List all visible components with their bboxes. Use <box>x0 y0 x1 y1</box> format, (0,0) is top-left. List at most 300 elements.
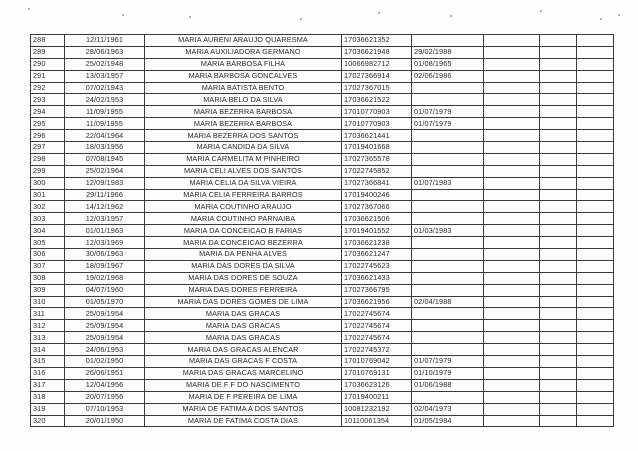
birth-date: 11/09/1955 <box>65 106 145 118</box>
row-number: 292 <box>31 82 65 94</box>
table-row <box>31 130 614 142</box>
row-number: 301 <box>31 189 65 201</box>
records-table <box>30 34 614 427</box>
row-number: 315 <box>31 356 65 368</box>
scan-speck <box>300 18 302 20</box>
empty-cell <box>540 415 577 427</box>
birth-date: 25/09/1954 <box>65 320 145 332</box>
person-name: MARIA DAS DORES DE SOUZA <box>145 272 342 284</box>
birth-date: 12/11/1961 <box>65 35 145 47</box>
empty-cell <box>540 46 577 58</box>
empty-cell <box>577 308 614 320</box>
table-row <box>31 272 614 284</box>
birth-date: 22/04/1964 <box>65 130 145 142</box>
empty-cell <box>577 320 614 332</box>
empty-cell <box>577 249 614 261</box>
birth-date: 14/12/1962 <box>65 201 145 213</box>
birth-date: 12/09/1983 <box>65 177 145 189</box>
registration-code: 17022745674 <box>342 308 412 320</box>
admission-date <box>412 308 484 320</box>
registration-code: 17036621352 <box>342 35 412 47</box>
empty-cell <box>540 35 577 47</box>
birth-date: 24/02/1953 <box>65 94 145 106</box>
table-row <box>31 296 614 308</box>
registration-code: 17036621238 <box>342 237 412 249</box>
table-row <box>31 320 614 332</box>
registration-code: 17027366914 <box>342 70 412 82</box>
row-number: 299 <box>31 165 65 177</box>
scan-speck <box>189 16 191 18</box>
admission-date: 02/04/1973 <box>412 403 484 415</box>
birth-date: 01/02/1950 <box>65 356 145 368</box>
registration-code: 17036621433 <box>342 272 412 284</box>
table-row <box>31 237 614 249</box>
table-row <box>31 165 614 177</box>
admission-date <box>412 213 484 225</box>
admission-date: 01/07/1983 <box>412 177 484 189</box>
row-number: 310 <box>31 296 65 308</box>
empty-cell <box>484 391 540 403</box>
empty-cell <box>540 201 577 213</box>
person-name: MARIA CARMELITA M PINHEIRO <box>145 153 342 165</box>
person-name: MARIA AURENI ARAUJO QUARESMA <box>145 35 342 47</box>
empty-cell <box>484 308 540 320</box>
admission-date: 01/06/1988 <box>412 379 484 391</box>
empty-cell <box>484 284 540 296</box>
empty-cell <box>484 35 540 47</box>
admission-date <box>412 344 484 356</box>
admission-date <box>412 189 484 201</box>
row-number: 291 <box>31 70 65 82</box>
admission-date <box>412 35 484 47</box>
table-row <box>31 142 614 154</box>
empty-cell <box>540 225 577 237</box>
registration-code: 17027366795 <box>342 284 412 296</box>
registration-code: 17036621506 <box>342 213 412 225</box>
table-row <box>31 106 614 118</box>
birth-date: 25/09/1954 <box>65 308 145 320</box>
admission-date <box>412 391 484 403</box>
birth-date: 19/02/1968 <box>65 272 145 284</box>
admission-date <box>412 237 484 249</box>
row-number: 311 <box>31 308 65 320</box>
registration-code: 17036621948 <box>342 46 412 58</box>
admission-date: 01/10/1979 <box>412 367 484 379</box>
table-row <box>31 403 614 415</box>
empty-cell <box>577 260 614 272</box>
empty-cell <box>540 153 577 165</box>
birth-date: 20/07/1956 <box>65 391 145 403</box>
empty-cell <box>577 213 614 225</box>
birth-date: 25/02/1964 <box>65 165 145 177</box>
empty-cell <box>540 379 577 391</box>
birth-date: 07/02/1943 <box>65 82 145 94</box>
table-row <box>31 332 614 344</box>
empty-cell <box>484 189 540 201</box>
empty-cell <box>540 94 577 106</box>
table-row <box>31 153 614 165</box>
row-number: 293 <box>31 94 65 106</box>
registration-code: 17036621441 <box>342 130 412 142</box>
scan-speck <box>122 14 124 16</box>
registration-code: 17019400211 <box>342 391 412 403</box>
empty-cell <box>577 165 614 177</box>
empty-cell <box>540 249 577 261</box>
empty-cell <box>484 106 540 118</box>
person-name: MARIA DAS GRACAS F COSTA <box>145 356 342 368</box>
empty-cell <box>577 46 614 58</box>
empty-cell <box>484 94 540 106</box>
registration-code: 17022745674 <box>342 332 412 344</box>
admission-date <box>412 142 484 154</box>
empty-cell <box>540 118 577 130</box>
empty-cell <box>577 58 614 70</box>
birth-date: 20/01/1950 <box>65 415 145 427</box>
row-number: 302 <box>31 201 65 213</box>
empty-cell <box>577 35 614 47</box>
table-row <box>31 415 614 427</box>
registration-code: 17027366841 <box>342 177 412 189</box>
empty-cell <box>577 344 614 356</box>
person-name: MARIA DAS GRACAS <box>145 308 342 320</box>
empty-cell <box>484 130 540 142</box>
empty-cell <box>540 106 577 118</box>
empty-cell <box>577 415 614 427</box>
empty-cell <box>484 272 540 284</box>
table-row <box>31 284 614 296</box>
person-name: MARIA DE FATIMA COSTA DIAS <box>145 415 342 427</box>
row-number: 314 <box>31 344 65 356</box>
row-number: 289 <box>31 46 65 58</box>
person-name: MARIA BEZERRA DOS SANTOS <box>145 130 342 142</box>
person-name: MARIA DE FATIMA A DOS SANTOS <box>145 403 342 415</box>
row-number: 312 <box>31 320 65 332</box>
table-row <box>31 225 614 237</box>
scan-speck <box>450 15 452 17</box>
person-name: MARIA BELO DA SILVA <box>145 94 342 106</box>
table-row <box>31 356 614 368</box>
table-row <box>31 249 614 261</box>
empty-cell <box>484 70 540 82</box>
row-number: 320 <box>31 415 65 427</box>
registration-code: 17022745674 <box>342 320 412 332</box>
admission-date: 01/08/1965 <box>412 58 484 70</box>
empty-cell <box>577 379 614 391</box>
admission-date <box>412 153 484 165</box>
row-number: 294 <box>31 106 65 118</box>
empty-cell <box>484 118 540 130</box>
admission-date: 02/06/1986 <box>412 70 484 82</box>
table-row <box>31 46 614 58</box>
admission-date: 01/07/1979 <box>412 356 484 368</box>
empty-cell <box>484 46 540 58</box>
empty-cell <box>540 237 577 249</box>
scan-speck <box>600 18 602 20</box>
birth-date: 25/02/1948 <box>65 58 145 70</box>
admission-date: 29/02/1988 <box>412 46 484 58</box>
birth-date: 01/01/1963 <box>65 225 145 237</box>
birth-date: 04/07/1960 <box>65 284 145 296</box>
empty-cell <box>577 356 614 368</box>
person-name: MARIA BEZERRA BARBOSA <box>145 106 342 118</box>
registration-code: 17010769131 <box>342 367 412 379</box>
empty-cell <box>577 237 614 249</box>
empty-cell <box>540 82 577 94</box>
table-row <box>31 344 614 356</box>
person-name: MARIA COUTINHO PARNAIBA <box>145 213 342 225</box>
empty-cell <box>540 284 577 296</box>
empty-cell <box>540 213 577 225</box>
empty-cell <box>484 415 540 427</box>
person-name: MARIA BEZERRA BARBOSA <box>145 118 342 130</box>
row-number: 317 <box>31 379 65 391</box>
empty-cell <box>540 296 577 308</box>
registration-code: 17022745623 <box>342 260 412 272</box>
registration-code: 17019401552 <box>342 225 412 237</box>
row-number: 319 <box>31 403 65 415</box>
row-number: 297 <box>31 142 65 154</box>
empty-cell <box>484 142 540 154</box>
empty-cell <box>577 177 614 189</box>
person-name: MARIA DE F F DO NASCIMENTO <box>145 379 342 391</box>
registration-code: 17036621956 <box>342 296 412 308</box>
row-number: 288 <box>31 35 65 47</box>
row-number: 309 <box>31 284 65 296</box>
person-name: MARIA DAS GRACAS MARCELINO <box>145 367 342 379</box>
person-name: MARIA DAS GRACAS <box>145 320 342 332</box>
scan-speck <box>618 14 620 16</box>
empty-cell <box>577 106 614 118</box>
person-name: MARIA DAS GRACAS <box>145 332 342 344</box>
table-row <box>31 177 614 189</box>
birth-date: 18/03/1956 <box>65 142 145 154</box>
empty-cell <box>577 391 614 403</box>
admission-date <box>412 165 484 177</box>
table-row <box>31 201 614 213</box>
admission-date <box>412 82 484 94</box>
empty-cell <box>484 344 540 356</box>
admission-date: 02/04/1988 <box>412 296 484 308</box>
person-name: MARIA BARBOSA GONCALVES <box>145 70 342 82</box>
registration-code: 17019401668 <box>342 142 412 154</box>
empty-cell <box>540 165 577 177</box>
person-name: MARIA AUXILIADORA GERMANO <box>145 46 342 58</box>
empty-cell <box>540 391 577 403</box>
empty-cell <box>484 58 540 70</box>
table-row <box>31 213 614 225</box>
birth-date: 12/03/1969 <box>65 237 145 249</box>
empty-cell <box>540 189 577 201</box>
person-name: MARIA CANDIDA DA SILVA <box>145 142 342 154</box>
birth-date: 12/03/1957 <box>65 213 145 225</box>
empty-cell <box>540 308 577 320</box>
registration-code: 17036621522 <box>342 94 412 106</box>
empty-cell <box>577 332 614 344</box>
registration-code: 17027367015 <box>342 82 412 94</box>
empty-cell <box>577 284 614 296</box>
admission-date <box>412 94 484 106</box>
birth-date: 07/10/1953 <box>65 403 145 415</box>
empty-cell <box>484 165 540 177</box>
admission-date <box>412 130 484 142</box>
row-number: 290 <box>31 58 65 70</box>
empty-cell <box>577 130 614 142</box>
row-number: 307 <box>31 260 65 272</box>
scan-speck <box>540 10 542 12</box>
birth-date: 30/06/1963 <box>65 249 145 261</box>
row-number: 306 <box>31 249 65 261</box>
row-number: 300 <box>31 177 65 189</box>
table-row <box>31 82 614 94</box>
empty-cell <box>484 249 540 261</box>
registration-code: 17036623126 <box>342 379 412 391</box>
admission-date <box>412 201 484 213</box>
empty-cell <box>484 201 540 213</box>
registration-code: 10081232192 <box>342 403 412 415</box>
registration-code: 17010769042 <box>342 356 412 368</box>
admission-date: 01/05/1984 <box>412 415 484 427</box>
empty-cell <box>484 177 540 189</box>
birth-date: 29/11/1966 <box>65 189 145 201</box>
scan-speck <box>378 12 380 14</box>
table-row <box>31 189 614 201</box>
empty-cell <box>484 379 540 391</box>
row-number: 316 <box>31 367 65 379</box>
empty-cell <box>540 403 577 415</box>
registration-code: 17036621247 <box>342 249 412 261</box>
table-row <box>31 94 614 106</box>
registration-code: 17019400246 <box>342 189 412 201</box>
row-number: 296 <box>31 130 65 142</box>
empty-cell <box>577 189 614 201</box>
person-name: MARIA DE F PEREIRA DE LIMA <box>145 391 342 403</box>
empty-cell <box>577 70 614 82</box>
birth-date: 12/04/1956 <box>65 379 145 391</box>
table-row <box>31 260 614 272</box>
registration-code: 17010770903 <box>342 106 412 118</box>
person-name: MARIA DAS DORES FERREIRA <box>145 284 342 296</box>
table-row <box>31 58 614 70</box>
empty-cell <box>540 130 577 142</box>
empty-cell <box>484 260 540 272</box>
birth-date: 28/06/1963 <box>65 46 145 58</box>
person-name: MARIA DAS DORES GOMES DE LIMA <box>145 296 342 308</box>
person-name: MARIA DA CONCEICAO BEZERRA <box>145 237 342 249</box>
empty-cell <box>484 332 540 344</box>
empty-cell <box>484 153 540 165</box>
birth-date: 13/03/1957 <box>65 70 145 82</box>
registration-code: 10066982712 <box>342 58 412 70</box>
person-name: MARIA DAS GRACAS ALENCAR <box>145 344 342 356</box>
empty-cell <box>484 237 540 249</box>
birth-date: 26/06/1951 <box>65 367 145 379</box>
table-row <box>31 70 614 82</box>
table-row <box>31 391 614 403</box>
admission-date: 01/07/1979 <box>412 106 484 118</box>
registration-code: 17010770903 <box>342 118 412 130</box>
empty-cell <box>540 260 577 272</box>
row-number: 313 <box>31 332 65 344</box>
empty-cell <box>577 403 614 415</box>
registration-code: 17027367066 <box>342 201 412 213</box>
empty-cell <box>540 320 577 332</box>
empty-cell <box>540 332 577 344</box>
person-name: MARIA BARBOSA FILHA <box>145 58 342 70</box>
empty-cell <box>577 82 614 94</box>
person-name: MARIA CELIA FERREIRA BARROS <box>145 189 342 201</box>
empty-cell <box>484 225 540 237</box>
admission-date <box>412 260 484 272</box>
admission-date <box>412 332 484 344</box>
empty-cell <box>577 367 614 379</box>
row-number: 304 <box>31 225 65 237</box>
row-number: 305 <box>31 237 65 249</box>
admission-date: 01/07/1979 <box>412 118 484 130</box>
empty-cell <box>540 70 577 82</box>
empty-cell <box>540 142 577 154</box>
empty-cell <box>540 58 577 70</box>
empty-cell <box>540 367 577 379</box>
birth-date: 01/05/1970 <box>65 296 145 308</box>
birth-date: 24/06/1953 <box>65 344 145 356</box>
admission-date <box>412 249 484 261</box>
admission-date <box>412 284 484 296</box>
empty-cell <box>484 367 540 379</box>
person-name: MARIA CELIA DA SILVA VIEIRA <box>145 177 342 189</box>
empty-cell <box>484 82 540 94</box>
empty-cell <box>540 344 577 356</box>
empty-cell <box>577 94 614 106</box>
table-row <box>31 118 614 130</box>
table-row <box>31 308 614 320</box>
empty-cell <box>577 296 614 308</box>
empty-cell <box>577 153 614 165</box>
row-number: 295 <box>31 118 65 130</box>
empty-cell <box>484 296 540 308</box>
registration-code: 17022745852 <box>342 165 412 177</box>
row-number: 318 <box>31 391 65 403</box>
empty-cell <box>577 272 614 284</box>
empty-cell <box>484 213 540 225</box>
registration-code: 17027365578 <box>342 153 412 165</box>
empty-cell <box>577 118 614 130</box>
person-name: MARIA BATISTA BENTO <box>145 82 342 94</box>
birth-date: 25/09/1954 <box>65 332 145 344</box>
person-name: MARIA DA CONCEICAO B FARIAS <box>145 225 342 237</box>
birth-date: 07/08/1945 <box>65 153 145 165</box>
person-name: MARIA DAS DORES DA SILVA <box>145 260 342 272</box>
person-name: MARIA COUTINHO ARAUJO <box>145 201 342 213</box>
empty-cell <box>540 177 577 189</box>
table-row <box>31 379 614 391</box>
scan-speck <box>28 8 30 10</box>
table-row <box>31 367 614 379</box>
empty-cell <box>577 142 614 154</box>
table-row <box>31 35 614 47</box>
empty-cell <box>540 272 577 284</box>
empty-cell <box>577 225 614 237</box>
admission-date: 01/03/1983 <box>412 225 484 237</box>
admission-date <box>412 320 484 332</box>
person-name: MARIA DA PENHA ALVES <box>145 249 342 261</box>
empty-cell <box>540 356 577 368</box>
empty-cell <box>484 356 540 368</box>
admission-date <box>412 272 484 284</box>
person-name: MARIA CELI ALVES DOS SANTOS <box>145 165 342 177</box>
birth-date: 11/09/1955 <box>65 118 145 130</box>
empty-cell <box>484 320 540 332</box>
empty-cell <box>484 403 540 415</box>
